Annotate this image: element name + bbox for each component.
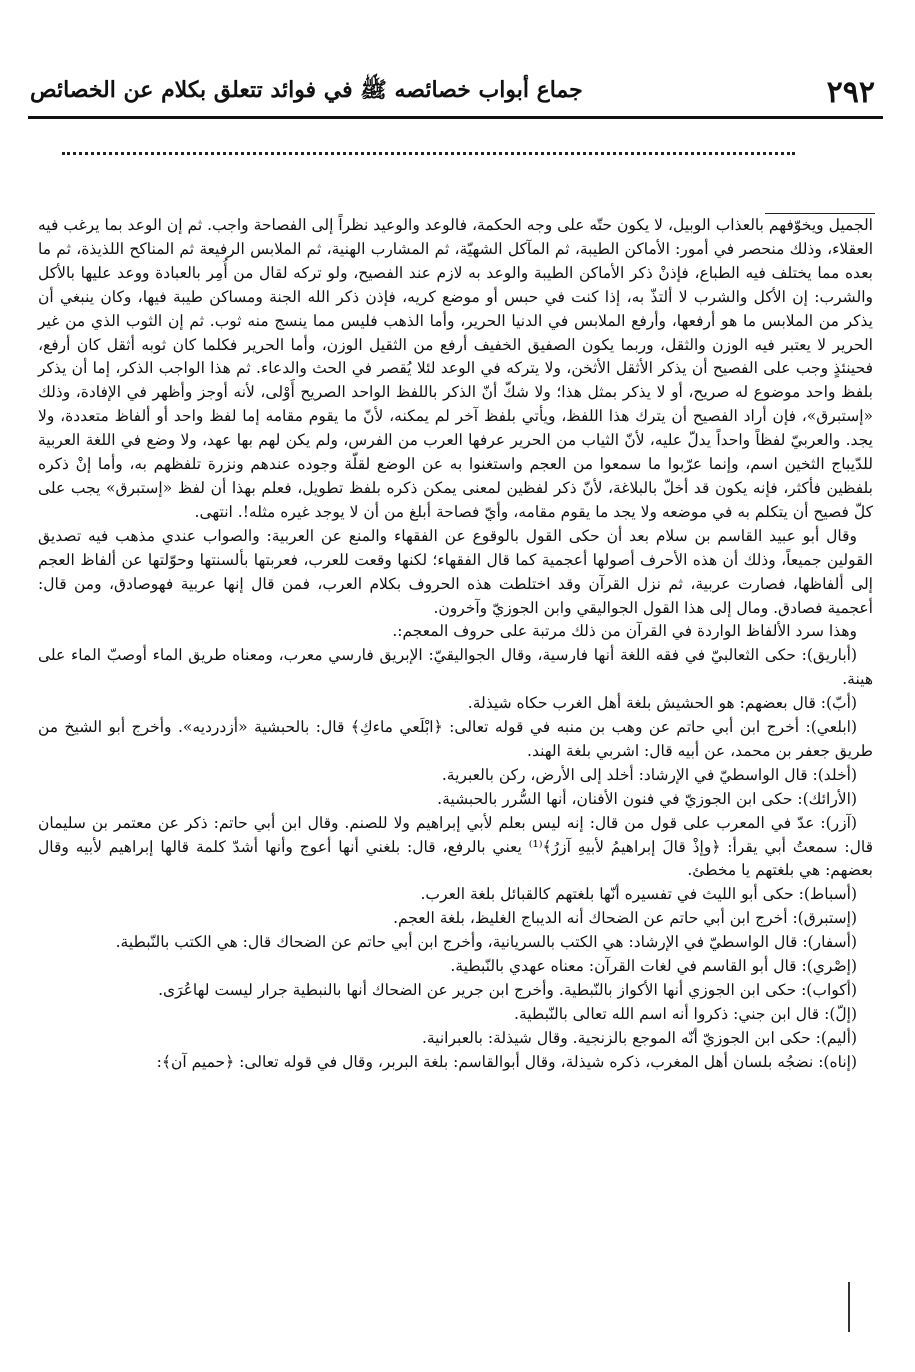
glossary-entry: (ابلعي): أخرج ابن أبي حاتم عن وهب بن منبه في قوله تعالى: ﴿ابْلَعي ماءكِ﴾ قال: بالحبشية «أزدرديه». وأخرج أبو الشيخ من طريق جعفر بن محمد، عن أبيه قال: اشربي بلغة الهند. [38, 718, 873, 760]
glossary-entry: (إصْري): قال أبو القاسم في لغات القرآن: معناه عهدي بالنّبطية. [450, 957, 857, 976]
running-title: جماع أبواب خصائصه ﷺ في فوائد تتعلق بكلام عن الخصائص [30, 77, 583, 103]
dotted-separator [62, 152, 795, 155]
page-number: ٢٩٢ [826, 74, 875, 110]
glossary-entry: (أكواب): حكى ابن الجوزي أنها الأكواز بالنّبطية. وأخرج ابن جرير عن الضحاك أنها بالنبطية جرار ليست لهاعُرَى. [158, 981, 857, 999]
page-header [30, 72, 875, 112]
glossary-entry: (إلّ): قال ابن جني: ذكروا أنه اسم الله تعالى بالنّبطية. [514, 1004, 857, 1023]
glossary-entry: (إستبرق): أخرج ابن أبي حاتم عن الضحاك أنه الديباج الغليظ، بلغة العجم. [393, 909, 857, 928]
glossary-entry: (أليم): حكى ابن الجوزيّ أنّه الموجع بالزنجية. وقال شيذلة: بالعبرانية. [421, 1028, 857, 1047]
body-text [38, 214, 873, 1075]
paragraph: وهذا سرد الألفاظ الواردة في القرآن من ذلك مرتبة على حروف المعجم:. [392, 622, 857, 641]
glossary-entry: (أسباط): حكى أبو الليث في تفسيره أنّها بلغتهم كالقبائل بلغة العرب. [420, 885, 857, 904]
glossary-entry: (أخلد): قال الواسطيّ في الإرشاد: أخلد إلى الأرض، ركن بالعبرية. [441, 765, 857, 784]
margin-mark [848, 1282, 850, 1332]
paragraph: الجميل ويخوّفهم بالعذاب الوبيل، لا يكون حتّه على وجه الحكمة، فالوعد والوعيد نظراً إلى الفصاحة واجب. ثم إن الوعد بما يرغب فيه العقلاء، وذلك منحصر في أمور: الأماكن الطيبة، ثم المآكل الشهيّة، ثم المشارب الهنية، ثم الملابس الرفيعة ثم المناكح اللذيذة، ثم ما بعده مما يختلف فيه الطباع، فإذنْ ذكر الأماكن الطيبة والوعد به لازم عند الفصيح، ولو تركه لقال من أُمِر بالعبادة ووعد عليها بالأكل والشرب: إن الأكل والشرب لا ألتذّ به، إذا كنت في حبس أو موضع كريه، فإذن ذكر الله الجنة ومساكن طيبة فيها، وكان ينبغي أن يذكر من الملابس ما هو أرفعها، وأرفع الملابس في الدنيا الحرير، وأما الذهب فليس مما ينسج منه ثوب. ثم إن الثوب الذي من غير الحرير لا يعتبر فيه الوزن والثقل، وربما يكون الصفيق الخفيف أرفع من الثقيل الوزن، وأما الحرير فكلما كان ثوبه أثقل كان أرفع، فحينئذٍ وجب على الفصيح أن يذكر الأثقل الأثخن، ولا يتركه في الوعد لئلا يُقصر في الحث والدعاء. ثم هذا الواجب الذكر، إما أن يذكر بلفظ واحد موضوع له صريح، أو لا يذكر بمثل هذا؛ ولا شكّ أنّ الذكر باللفظ الواحد الصريح أَوْلى، لأنه أوجز وأظهر في الإفادة، وذلك «إستبرق»، فإن أراد الفصيح أن يترك هذا اللفظ، ويأتي بلفظ آخر لم يمكنه، لأنّ ما يقوم مقامه إما لفظ واحد أو ألفاظ متعددة، ولا يجد. والعربيّ لفظاً واحداً يدلّ عليه، لأنّ الثياب من الحرير عرفها العرب من الفرس، ولم يكن لهم بها عهد، ولا وضع في اللغة العربية للدّيباج الثخين اسم، وإنما عرّبوا ما سمعوا من العجم واستغنوا به عن الوضع لقلّة وجوده عندهم ونزرة تلفظهم به، وأما إنْ ذكره بلفظين فأكثر، فإنه يكون قد أخلّ بالبلاغة، لأنّ ذكر لفظين لمعنى يمكن ذكره بلفظ تطويل، فعلم بهذا أن لفظ «إستبرق» يجب على كلّ فصيح أن يتكلم به في موضعه ولا يجد ما يقوم مقامه، وأيّ فصاحة أبلغ من أن لا يوجد غيره مثله!. انتهى. [38, 216, 873, 521]
paragraph: وقال أبو عبيد القاسم بن سلام بعد أن حكى القول بالوقوع عن الفقهاء والمنع عن العربية: والصواب عندي مذهب فيه تصديق القولين جميعاً، وذلك أن هذه الأحرف أصولها أعجمية كما قال الفقهاء؛ لكنها وقعت للعرب، فعربتها بألسنتها وحوّلتها عن ألفاظ العجم إلى ألفاظها، فصارت عربية، ثم نزل القرآن وقد اختلطت هذه الحروف بكلام العرب، فمن قال إنها عربية فهوصادق، ومن قال: أعجمية فصادق. ومال إلى هذا القول الجواليقي وابن الجوزيّ وآخرون. [38, 526, 873, 617]
header-rule [28, 116, 883, 119]
glossary-entry: (آزر): عدّ في المعرب على قول من قال: إنه ليس بعلم لأبي إبراهيم ولا للصنم. وقال ابن أبي حاتم: ذكر عن معتمر بن سليمان قال: سمعتُ أبي يقرأ: ﴿وإذْ قالَ إبراهيمُ لأبيهِ آزرُ﴾⁽¹⁾ يعني بالرفع، قال: بلغني أنها أعوج وأنها أشدّ كلمة قالها إبراهيم لأبيه وقال بعضهم: هي بلغتهم يا مخطئ. [38, 813, 873, 880]
glossary-entry: (أبّ): قال بعضهم: هو الحشيش بلغة أهل الغرب حكاه شيذلة. [467, 694, 857, 713]
glossary-entry: (إناه): نضجُه بلسان أهل المغرب، ذكره شيذلة، وقال أبوالقاسم: بلغة البربر، وقال في قوله تعالى: ﴿حميم آن﴾: [156, 1052, 857, 1071]
glossary-entry: (أباريق): حكى الثعالبيّ في فقه اللغة أنها فارسية، وقال الجواليقيّ: الإبريق فارسي معرب، ومعناه طريق الماء أوصبّ الماء على هينة. [38, 646, 873, 689]
glossary-entry: (أسفار): قال الواسطيّ في الإرشاد: هي الكتب بالسريانية، وأخرج ابن أبي حاتم عن الضحاك قال: هي الكتب بالنّبطية. [115, 933, 857, 952]
glossary-entry: (الأرائك): حكى ابن الجوزيّ في فنون الأفنان، أنها السُّرر بالحبشية. [437, 789, 857, 808]
